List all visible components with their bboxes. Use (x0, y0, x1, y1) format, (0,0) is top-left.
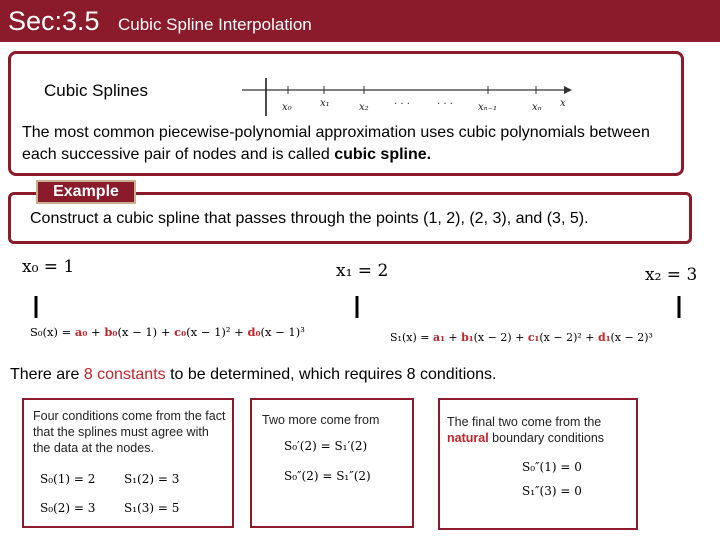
eq-boundary-right: S₁″(3) = 0 (522, 484, 582, 498)
boundary-conditions-equations (518, 456, 628, 504)
node-x2-label: x₂ = 3 (645, 265, 698, 285)
eq-s1-3: S₁(3) = 5 (124, 501, 180, 515)
node-label-x1: x₁ (320, 98, 330, 109)
spline-s1-equation: S₁(x) = a₁ + b₁(x − 2) + c₁(x − 2)² + d₁(x − 2)³ (390, 331, 653, 344)
data-conditions-equations (36, 468, 206, 520)
node-label-x2: x₂ (359, 102, 369, 113)
node-label-xn-1: xₙ₋₁ (478, 102, 497, 113)
node-label-x0: x₀ (282, 102, 292, 113)
boundary-conditions-text: The final two come from the natural boundary conditions (447, 415, 605, 445)
example-tag: Example (36, 180, 136, 204)
eq-s0-2: S₀(2) = 3 (40, 501, 96, 515)
eq-second-derivative: S₀″(2) = S₁″(2) (284, 469, 371, 483)
continuity-conditions-equations (280, 434, 404, 488)
cubic-splines-title: Cubic Splines (44, 81, 148, 100)
constants-statement: There are 8 constants to be determined, which requires 8 conditions. (10, 366, 497, 383)
node-axis-figure (238, 76, 578, 118)
eq-s1-2: S₁(2) = 3 (124, 472, 180, 486)
eq-s0-1: S₀(1) = 2 (40, 472, 96, 486)
node-label-x: x (560, 98, 566, 109)
natural-highlight: natural (447, 431, 489, 445)
node-label-dots1: . . . (394, 96, 410, 107)
cubic-splines-description: The most common piecewise-polynomial approximation uses cubic polynomials between each successive pair of nodes and is called cubic spline. (22, 124, 650, 163)
eq-first-derivative: S₀′(2) = S₁′(2) (284, 439, 368, 453)
data-conditions-text: Four conditions come from the fact that the splines must agree with the data at the nodes. (33, 409, 226, 455)
axis-arrow (564, 86, 572, 94)
section-title: Cubic Spline Interpolation (118, 15, 312, 34)
cubic-spline-term: cubic spline. (334, 146, 432, 163)
node-label-dots2: . . . (437, 96, 453, 107)
node-x0-label: x₀ = 1 (22, 257, 75, 277)
continuity-conditions-text: Two more come from (262, 413, 380, 427)
eq-boundary-left: S₀″(1) = 0 (522, 460, 582, 474)
section-number: Sec:3.5 (8, 6, 100, 36)
spline-s0-equation: S₀(x) = a₀ + b₀(x − 1) + c₀(x − 1)² + d₀(x − 1)³ (30, 325, 305, 339)
header-bar (0, 0, 720, 42)
node-label-xn: xₙ (532, 102, 542, 113)
example-text: Construct a cubic spline that passes through the points (1, 2), (2, 3), and (3, 5). (30, 210, 589, 227)
spline-diagram (0, 250, 720, 355)
node-x1-label: x₁ = 2 (336, 261, 389, 281)
constants-highlight: 8 constants (83, 366, 166, 383)
